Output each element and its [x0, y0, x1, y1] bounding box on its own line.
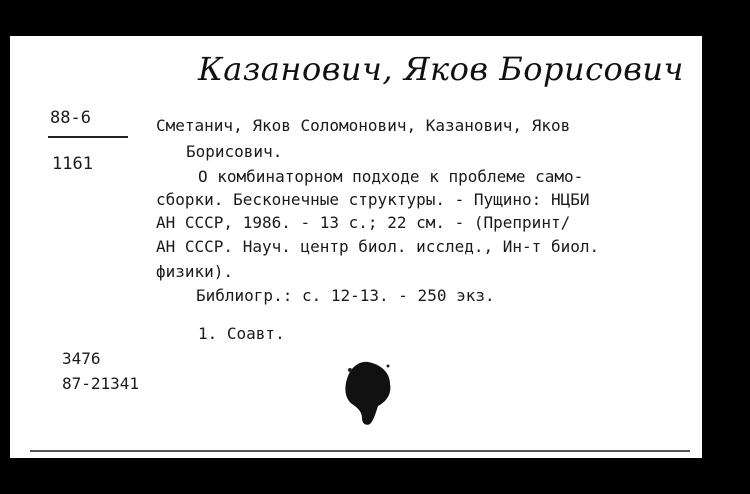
title-line-1: О комбинаторном подходе к проблеме само-: [198, 167, 584, 186]
catalog-card: [10, 36, 702, 458]
call-number: 1161: [52, 154, 93, 174]
author-line: Сметанич, Яков Соломонович, Казанович, Яков: [156, 116, 571, 135]
author-line-cont: Борисович.: [186, 142, 283, 161]
control-number-2: 87-21341: [62, 374, 140, 393]
title-line-2: сборки. Бесконечные структуры. - Пущино: НЦБИ: [156, 190, 590, 209]
bottom-edge-line: [30, 450, 690, 452]
handwritten-heading: Казанович, Яков Борисович: [198, 50, 684, 88]
imprint-line-2: АН СССР. Науч. центр биол. исслед., Ин-т биол.: [156, 237, 600, 256]
shelf-mark-divider: [48, 136, 128, 138]
shelf-mark: 88-6: [50, 108, 91, 128]
tracing: 1. Соавт.: [198, 324, 285, 343]
bibliography-note: Библиогр.: с. 12-13. - 250 экз.: [196, 286, 495, 305]
control-number-1: 3476: [62, 349, 101, 368]
ink-blot: [340, 358, 396, 428]
imprint-line-1: АН СССР, 1986. - 13 с.; 22 см. - (Препринт/: [156, 213, 571, 232]
imprint-line-3: физики).: [156, 262, 234, 281]
